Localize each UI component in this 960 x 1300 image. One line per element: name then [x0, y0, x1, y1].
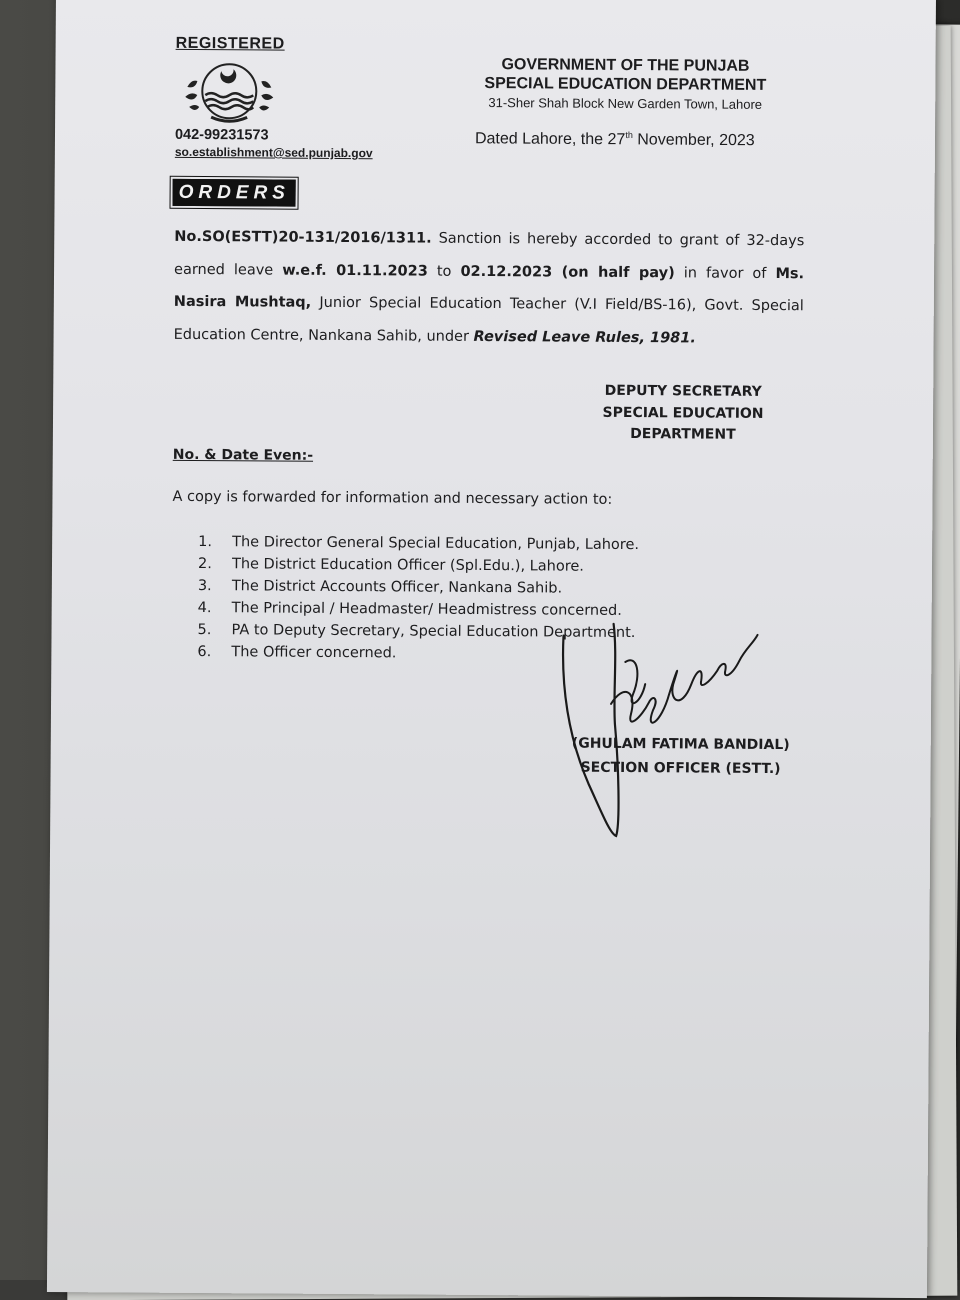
gov-line-2: SPECIAL EDUCATION DEPARTMENT: [484, 74, 767, 94]
order-text: to: [427, 263, 461, 280]
order-text: in favor of: [674, 264, 776, 282]
list-item: [192, 531, 639, 556]
employee-name: Ms. Nasira Mushtaq,: [173, 265, 805, 311]
order-from-date: w.e.f. 01.11.2023: [282, 262, 428, 280]
no-date-even: No. & Date Even:-: [172, 446, 314, 464]
order-reference: No.SO(ESTT)20-131/2016/1311.: [174, 228, 432, 247]
deputy-line-3: DEPARTMENT: [630, 426, 736, 443]
item-text: The District Accounts Officer, Nankana Sahib.: [231, 578, 563, 597]
item-text: The Director General Special Education, Punjab, Lahore.: [232, 534, 640, 554]
item-number: 2.: [197, 556, 212, 573]
list-item: [192, 575, 639, 600]
officer-name: (GHULAM FATIMA BANDIAL): [571, 735, 790, 754]
deputy-secretary-block: [573, 381, 793, 447]
department-address: 31-Sher Shah Block New Garden Town, Lahore: [488, 95, 763, 112]
dated-line: [475, 129, 755, 150]
phone-number: 042-99231573: [174, 126, 269, 144]
dated-superscript: th: [625, 129, 633, 141]
item-number: 5.: [197, 622, 212, 639]
dated-prefix: Dated Lahore, the 27: [474, 130, 626, 149]
email-address: so.establishment@sed.punjab.gov: [174, 144, 373, 161]
copy-forward-line: A copy is forwarded for information and necessary action to:: [172, 488, 613, 508]
orders-title: ORDERS: [173, 179, 296, 207]
list-item: [192, 553, 639, 578]
item-text: The Principal / Headmaster/ Headmistress concerned.: [231, 600, 622, 619]
dated-suffix: November, 2023: [632, 131, 755, 150]
order-text: Sanction is hereby accorded to grant of 32-days earned leave: [174, 230, 805, 279]
item-number: 1.: [198, 534, 213, 551]
punjab-logo-icon: [181, 57, 277, 124]
item-number: 6.: [197, 644, 212, 661]
item-number: 3.: [197, 578, 212, 595]
registered-label: REGISTERED: [175, 34, 285, 53]
item-text: The Officer concerned.: [231, 644, 397, 662]
item-number: 4.: [197, 600, 212, 617]
order-document: [47, 0, 936, 1298]
department-heading: [465, 55, 785, 95]
gov-line-1: GOVERNMENT OF THE PUNJAB: [501, 56, 750, 75]
item-text: The District Education Officer (Spl.Edu.), Lahore.: [231, 556, 584, 575]
leave-rules: Revised Leave Rules, 1981.: [473, 328, 696, 346]
deputy-line-1: DEPUTY SECRETARY: [604, 382, 762, 400]
item-text: PA to Deputy Secretary, Special Education Department.: [231, 622, 636, 642]
order-paragraph: [173, 221, 804, 355]
handwritten-signature-icon: [540, 613, 762, 845]
deputy-line-2: SPECIAL EDUCATION: [602, 404, 764, 422]
order-to-date: 02.12.2023 (on half pay): [460, 263, 675, 281]
order-text: Junior Special Education Teacher (V.I Field/BS-16), Govt. Special Education Centre, Nankana Sahib, under: [173, 294, 804, 345]
officer-title: SECTION OFFICER (ESTT.): [580, 759, 781, 778]
